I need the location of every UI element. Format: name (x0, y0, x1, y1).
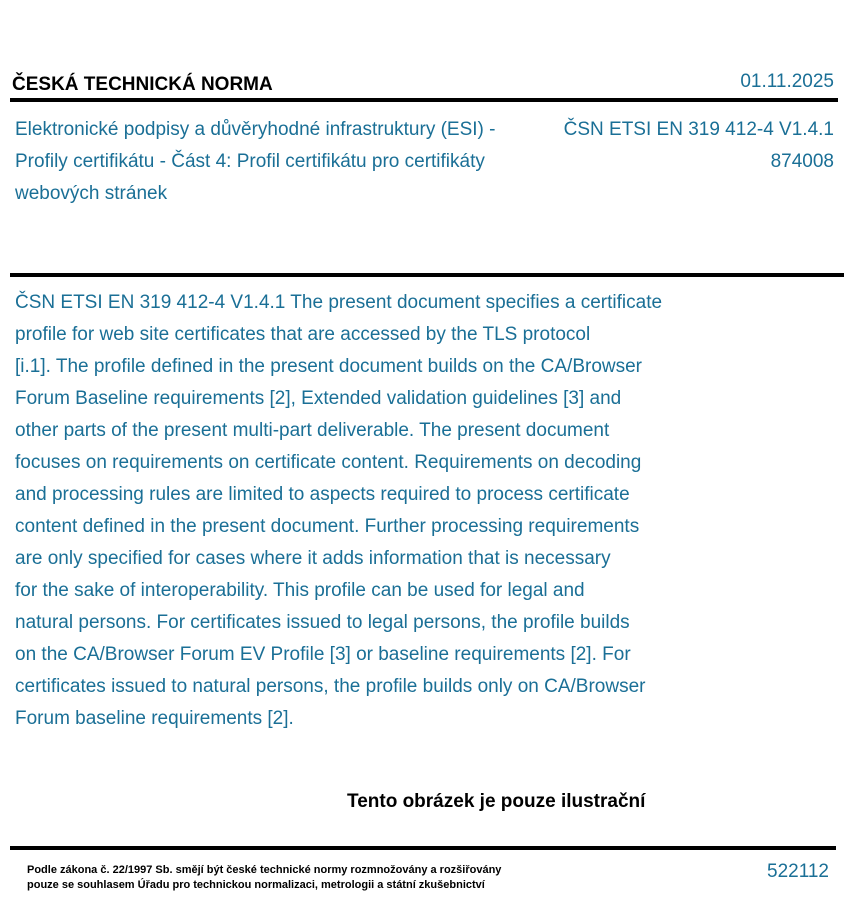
illustrative-notice: Tento obrázek je pouze ilustrační (347, 791, 646, 812)
footer-divider (10, 846, 836, 850)
header-divider (10, 98, 838, 102)
legal-notice (27, 863, 501, 893)
norm-title: ČESKÁ TECHNICKÁ NORMA (12, 74, 273, 95)
catalog-number: 522112 (767, 861, 829, 882)
class-number: 874008 (770, 151, 834, 172)
legal-notice-line: pouze se souhlasem Úřadu pro technickou normalizaci, metrologii a státní zkušebnictví (27, 879, 485, 891)
section-divider (10, 273, 844, 277)
document-abstract: ČSN ETSI EN 319 412-4 V1.4.1 The present document specifies a certificate profile for web site certificates that are accessed by the TLS protocol [i.1]. The profile defined in the present document builds on the CA/Browser Forum Baseline requirements [2], Extended validation guidelines [3] and other parts of the present multi-part deliverable. The present document focuses on requirements on certificate content. Requirements on decoding and processing rules are limited to aspects required to process certificate content defined in the present document. Further processing requirements are only specified for cases where it adds information that is necessary for the sake of interoperability. This profile can be used for legal and natural persons. For certificates issued to legal persons, the profile builds on the CA/Browser Forum EV Profile [3] or baseline requirements [2]. For certificates issued to natural persons, the profile builds only on CA/Browser Forum baseline requirements [2]. (15, 292, 663, 729)
legal-notice-line: Podle zákona č. 22/1997 Sb. smějí být české technické normy rozmnožovány a rozšiřovány (27, 864, 502, 876)
standard-identifier (564, 114, 834, 178)
standard-code: ČSN ETSI EN 319 412-4 V1.4.1 (563, 119, 834, 140)
publication-date: 01.11.2025 (740, 71, 834, 92)
document-subject: Elektronické podpisy a důvěryhodné infrastruktury (ESI) - Profily certifikátu - Část 4: Profil certifikátu pro certifikáty webových stránek (15, 119, 496, 204)
